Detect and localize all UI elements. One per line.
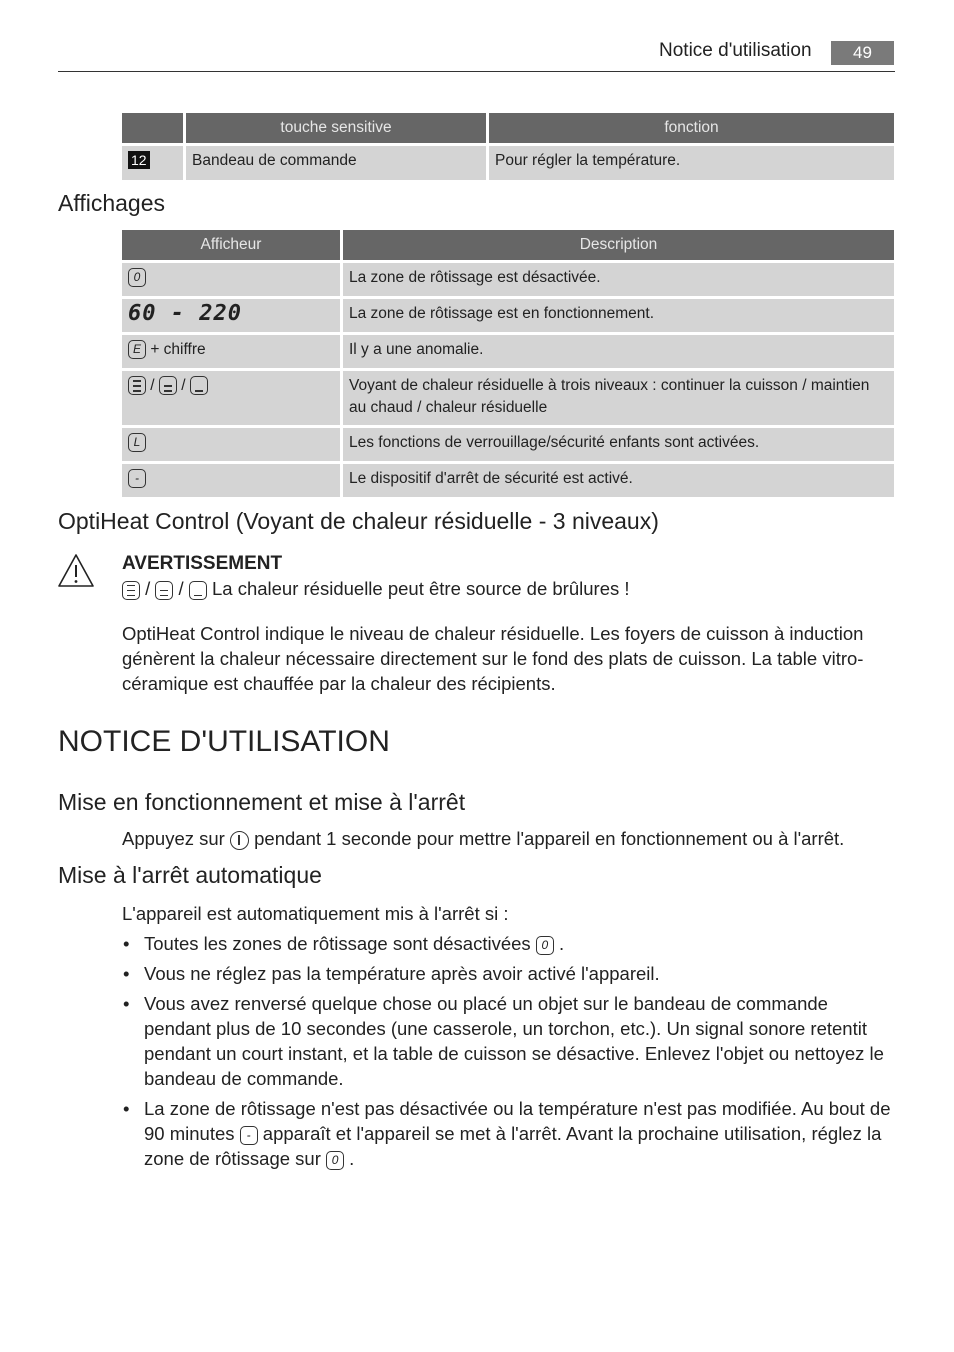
residual-heat-medium-icon <box>159 376 177 395</box>
row-description: Les fonctions de verrouillage/sécurité enfants sont activées. <box>343 428 894 461</box>
display-L-icon: L <box>128 433 146 452</box>
table-row <box>122 335 894 368</box>
residual-heat-low-icon <box>189 581 207 600</box>
display-table-header-description: Description <box>343 230 894 260</box>
item-number-badge: 12 <box>128 151 150 169</box>
display-extra-label: + chiffre <box>150 341 206 358</box>
display-dash-icon: - <box>240 1126 258 1145</box>
residual-heat-low-icon <box>190 376 208 395</box>
running-header-title: Notice d'utilisation <box>659 40 812 61</box>
list-item: • Vous avez renversé quelque chose ou placé un objet sur le bandeau de commande pendant plus de 10 secondes (une casserole, un torchon, etc.). Un signal sonore retentit pendant un court instant, et la table de cuisson se désactive. Enlevez l'objet ou nettoyez le bandeau de commande. <box>122 991 897 1091</box>
control-table-header-num <box>122 113 183 143</box>
display-table-header-display: Afficheur <box>122 230 340 260</box>
auto-off-heading: Mise à l'arrêt automatique <box>58 862 322 888</box>
display-0-icon: 0 <box>128 268 146 287</box>
bullet-text: Toutes les zones de rôtissage sont désactivées <box>144 933 531 954</box>
affichages-heading: Affichages <box>58 190 165 216</box>
table-row <box>122 263 894 296</box>
control-table-function-cell: Pour régler la température. <box>489 146 894 180</box>
control-table-header-key: touche sensitive <box>186 113 486 143</box>
table-row <box>122 299 894 332</box>
section-title: NOTICE D'UTILISATION <box>58 725 390 758</box>
onoff-text-before: Appuyez sur <box>122 828 225 849</box>
header-rule <box>58 71 895 72</box>
residual-heat-high-icon <box>128 376 146 395</box>
table-row <box>122 464 894 497</box>
page-number: 49 <box>831 41 894 65</box>
table-row <box>122 371 894 425</box>
row-description: La zone de rôtissage est en fonctionnement. <box>343 299 894 332</box>
onoff-heading: Mise en fonctionnement et mise à l'arrêt <box>58 789 466 815</box>
warning-triangle-icon <box>57 553 95 589</box>
residual-heat-high-icon <box>122 581 140 600</box>
warning-title: AVERTISSEMENT <box>122 553 283 574</box>
control-table-key-cell: Bandeau de commande <box>186 146 486 180</box>
display-table <box>119 227 897 500</box>
warning-text: La chaleur résiduelle peut être source de brûlures ! <box>211 578 630 599</box>
display-0-icon: 0 <box>536 936 554 955</box>
bullet-text: La zone de rôtissage n'est pas désactivée ou la température n'est pas modifiée. Au bout de 90 minutes <box>144 1098 891 1144</box>
warning-line: / / La chaleur résiduelle peut être source de brûlures ! <box>122 576 630 601</box>
display-dash-icon: - <box>128 469 146 488</box>
row-description: Voyant de chaleur résiduelle à trois niveaux : continuer la cuisson / maintien au chaud / chaleur résiduelle <box>343 371 894 425</box>
control-table <box>119 110 897 183</box>
display-range-value: 60 - 220 <box>128 301 242 326</box>
list-item: • Vous ne réglez pas la température après avoir activé l'appareil. <box>122 961 897 986</box>
onoff-text <box>122 826 897 851</box>
auto-off-list <box>122 931 897 1176</box>
optiheat-heading: OptiHeat Control (Voyant de chaleur résiduelle - 3 niveaux) <box>58 508 659 534</box>
bullet-text: . <box>349 1148 355 1169</box>
display-E-icon: E <box>128 340 146 359</box>
residual-heat-icons: / / <box>122 371 340 425</box>
onoff-text-after: pendant 1 seconde pour mettre l'appareil en fonctionnement ou à l'arrêt. <box>254 828 845 849</box>
bullet-text: apparaît et l'appareil se met à l'arrêt. Avant la prochaine utilisation, réglez la zone de rôtissage sur <box>144 1123 882 1169</box>
residual-heat-medium-icon <box>155 581 173 600</box>
list-item: • Toutes les zones de rôtissage sont désactivées 0 . <box>122 931 897 956</box>
list-item <box>122 1096 897 1171</box>
row-description: La zone de rôtissage est désactivée. <box>343 263 894 296</box>
display-0-icon: 0 <box>326 1151 344 1170</box>
control-table-num-cell <box>122 146 183 180</box>
control-table-header-function: fonction <box>489 113 894 143</box>
power-icon <box>230 831 249 850</box>
row-description: Le dispositif d'arrêt de sécurité est activé. <box>343 464 894 497</box>
auto-off-intro: L'appareil est automatiquement mis à l'arrêt si : <box>122 903 509 924</box>
row-description: Il y a une anomalie. <box>343 335 894 368</box>
table-row <box>122 428 894 461</box>
optiheat-paragraph: OptiHeat Control indique le niveau de chaleur résiduelle. Les foyers de cuisson à induction génèrent la chaleur nécessaire directement sur le fond des plats de cuisson. La table vitro-céramique est chauffée par la chaleur des récipients. <box>122 623 864 694</box>
